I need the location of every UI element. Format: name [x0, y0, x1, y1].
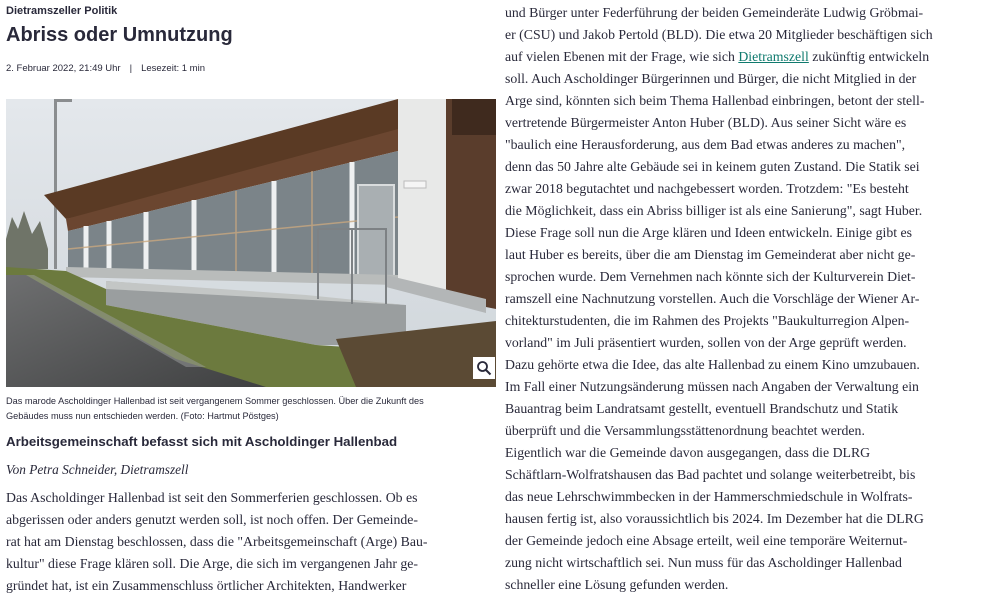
- body-line: Eigentlich war die Gemeinde davon ausgegangen, dass die DLRG: [505, 445, 871, 460]
- body-line: abgerissen oder anders genutzt werden soll, ist noch offen. Der Gemeinde-: [6, 512, 418, 527]
- article-photo[interactable]: [6, 99, 496, 387]
- body-line: die Möglichkeit, dass ein Abriss billiger ist als eine Sanierung", sagt Huber.: [505, 203, 923, 218]
- body-line: gründet hat, ist ein Zusammenschluss örtlicher Architekten, Handwerker: [6, 578, 407, 593]
- hallenbad-photo: [6, 99, 496, 387]
- body-line: Bauantrag beim Landratsamt gestellt, eventuell Brandschutz und Statik: [505, 401, 899, 416]
- body-line: vertretende Bürgermeister Anton Huber (BLD). Aus seiner Sicht wäre es: [505, 115, 907, 130]
- article-body-left: [6, 487, 496, 597]
- body-line: ramszell eine Nachnutzung vorstellen. Auch die Vorschläge der Wiener Ar-: [505, 291, 920, 306]
- body-text: zukünftig entwickeln: [808, 49, 930, 64]
- body-line: sprochen wurde. Dem Vernehmen nach könnte sich der Kulturverein Diet-: [505, 269, 916, 284]
- caption-line: Das marode Ascholdinger Hallenbad ist seit vergangenem Sommer geschlossen. Über die Zukunft des: [6, 396, 424, 406]
- article-right-column: [505, 2, 997, 596]
- zoom-button[interactable]: [473, 357, 495, 379]
- body-line: Das Ascholdinger Hallenbad ist seit den Sommerferien geschlossen. Ob es: [6, 490, 418, 505]
- article-left-column: [6, 0, 496, 593]
- body-line: das neue Lehrschwimmbecken in der Hammerschmiedschule in Wolfrats-: [505, 489, 913, 504]
- body-text: auf vielen Ebenen mit der Frage, wie sich: [505, 49, 739, 64]
- body-line: kultur" diese Frage klären soll. Die Arge, die sich im vergangenen Jahr ge-: [6, 556, 419, 571]
- body-line: soll. Auch Ascholdinger Bürgerinnen und Bürger, die nicht Mitglied in der: [505, 71, 917, 86]
- publish-date: 2. Februar 2022, 21:49 Uhr: [6, 63, 121, 74]
- body-line: Arge sind, könnten sich beim Thema Hallenbad einbringen, betont der stell-: [505, 93, 925, 108]
- article-subheadline: Arbeitsgemeinschaft befasst sich mit Ascholdinger Hallenbad: [6, 434, 398, 449]
- article-byline: Von Petra Schneider, Dietramszell: [6, 462, 189, 477]
- photo-caption: [6, 394, 496, 424]
- meta-separator: |: [129, 63, 133, 74]
- body-line: der Gemeinde jedoch eine Absage erteilt, weil eine temporäre Weiternut-: [505, 533, 908, 548]
- body-line: laut Huber es bereits, über die am Dienstag im Gemeinderat aber nicht ge-: [505, 247, 916, 262]
- dietramszell-link[interactable]: Dietramszell: [738, 49, 809, 64]
- body-line: denn das 50 Jahre alte Gebäude sei in keinem guten Zustand. Die Statik sei: [505, 159, 920, 174]
- magnifier-icon: [476, 360, 492, 376]
- body-line: überprüft und die Versammlungsstättenordnung beachtet werden.: [505, 423, 865, 438]
- body-line: Dazu gehörte etwa die Idee, das alte Hallenbad zu einem Kino umzubauen.: [505, 357, 920, 372]
- article-meta: [6, 63, 496, 74]
- body-line: zwar 2018 begutachtet und nachgebessert worden. Trotzdem: "Es besteht: [505, 181, 909, 196]
- body-line: "baulich eine Herausforderung, aus dem Bad etwas anderes zu machen",: [505, 137, 906, 152]
- body-line: chitekturstudenten, die im Rahmen des Projekts "Baukulturregion Alpen-: [505, 313, 910, 328]
- body-line: und Bürger unter Federführung der beiden Gemeinderäte Ludwig Gröbmai-: [505, 5, 924, 20]
- body-line: Schäftlarn-Wolfratshausen das Bad pachtet und solange weiterbetreibt, bis: [505, 467, 916, 482]
- caption-line: Gebäudes muss nun entschieden werden. (Foto: Hartmut Pöstges): [6, 411, 279, 421]
- article-kicker: Dietramszeller Politik: [6, 5, 118, 17]
- body-line: hausen fertig ist, also voraussichtlich bis 2024. Im Dezember hat die DLRG: [505, 511, 924, 526]
- body-line: Im Fall einer Nutzungsänderung müssen nach Angaben der Verwaltung ein: [505, 379, 919, 394]
- body-line: zung nicht wirtschaftlich sei. Nun muss für das Ascholdinger Hallenbad: [505, 555, 902, 570]
- body-line: [505, 46, 997, 68]
- body-line: vorland" im Juli präsentiert wurden, sollen von der Arge geprüft werden.: [505, 335, 907, 350]
- reading-time: Lesezeit: 1 min: [141, 63, 205, 74]
- body-line: Diese Frage soll nun die Arge klären und Ideen entwickeln. Einige gibt es: [505, 225, 913, 240]
- body-line: er (CSU) und Jakob Pertold (BLD). Die etwa 20 Mitglieder beschäftigen sich: [505, 27, 933, 42]
- body-line: rat hat am Dienstag beschlossen, dass die "Arbeitsgemeinschaft (Arge) Bau-: [6, 534, 428, 549]
- article-headline: Abriss oder Umnutzung: [6, 24, 233, 46]
- body-line: schneller eine Lösung gefunden werden.: [505, 577, 729, 592]
